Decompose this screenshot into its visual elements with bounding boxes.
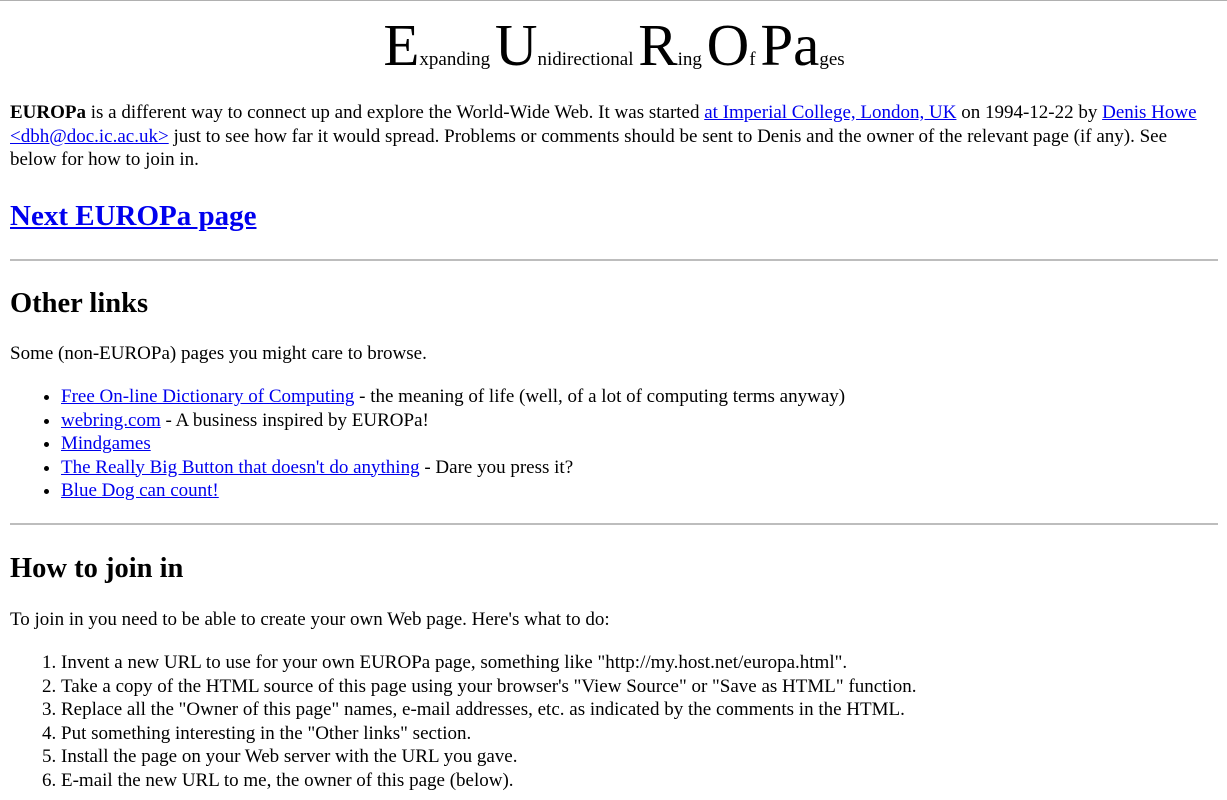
intro-text-2: on 1994-12-22 by [956, 102, 1103, 123]
banner-suffix-ing: ing [677, 49, 702, 70]
intro-europa-bold: EUROPa [10, 102, 86, 123]
banner-letters-pa: Pa [760, 12, 820, 78]
banner-letter-r: R [638, 12, 678, 78]
blue-dog-link[interactable]: Blue Dog can count! [61, 480, 219, 501]
list-item [61, 409, 1218, 433]
intro-paragraph [10, 101, 1218, 172]
list-item [61, 432, 1218, 456]
banner-letter-o: O [706, 12, 750, 78]
other-links-heading: Other links [10, 287, 149, 319]
other-links-intro: Some (non-EUROPa) pages you might care to browse. [10, 342, 427, 364]
mindgames-link[interactable]: Mindgames [61, 433, 151, 454]
list-item [61, 385, 1218, 409]
page-content [10, 0, 1218, 792]
denis-howe-email-link[interactable]: Denis Howe <dbh@doc.ic.ac.uk> [10, 102, 1197, 147]
join-step: 2. Take a copy of the HTML source of this page using your browser's "View Source" or "Save as HTML" function. [61, 675, 1218, 699]
join-step: 5. Install the page on your Web server with the URL you gave. [61, 745, 1218, 769]
join-step: 1. Invent a new URL to use for your own EUROPa page, something like "http://my.host.net/europa.html". [61, 651, 1218, 675]
webring-link[interactable]: webring.com [61, 409, 161, 431]
banner-suffix-ges: ges [819, 49, 845, 70]
join-step: 6. E-mail the new URL to me, the owner of this page (below). [61, 769, 1218, 793]
join-step: 3. Replace all the "Owner of this page" names, e-mail addresses, etc. as indicated by the comments in the HTML. [61, 698, 1218, 722]
list-item-desc: - A business inspired by EUROPa! [160, 409, 429, 431]
banner-suffix-nidirectional: nidirectional [537, 49, 634, 70]
join-intro: To join in you need to be able to create your own Web page. Here's what to do: [10, 608, 610, 630]
other-links-list [10, 385, 1218, 503]
next-europa-page-link[interactable]: Next EUROPa page [10, 199, 257, 232]
page-banner [10, 12, 1218, 78]
intro-text-3: just to see how far it would spread. Problems or comments should be sent to Denis and the owner of the relevant page (if any). See below for how to join in. [10, 125, 1168, 170]
list-item-desc: - the meaning of life (well, of a lot of computing terms anyway) [354, 386, 846, 407]
banner-suffix-xpanding: xpanding [419, 49, 491, 70]
divider [10, 523, 1218, 525]
how-to-join-heading: How to join in [10, 552, 184, 584]
banner-letter-u: U [494, 12, 538, 78]
list-item [61, 479, 1218, 503]
banner-letter-e: E [383, 12, 420, 78]
list-item [61, 456, 1218, 480]
list-item-desc: - Dare you press it? [419, 456, 574, 478]
big-button-link[interactable]: The Really Big Button that doesn't do anything [61, 456, 420, 478]
foldoc-link[interactable]: Free On-line Dictionary of Computing [61, 386, 355, 407]
divider [10, 259, 1218, 261]
banner-suffix-f: f [749, 49, 756, 70]
join-step: 4. Put something interesting in the "Other links" section. [61, 722, 1218, 746]
intro-text-1: is a different way to connect up and explore the World-Wide Web. It was started [86, 102, 705, 123]
imperial-college-link[interactable]: at Imperial College, London, UK [704, 102, 957, 123]
join-steps-list [10, 651, 1218, 792]
